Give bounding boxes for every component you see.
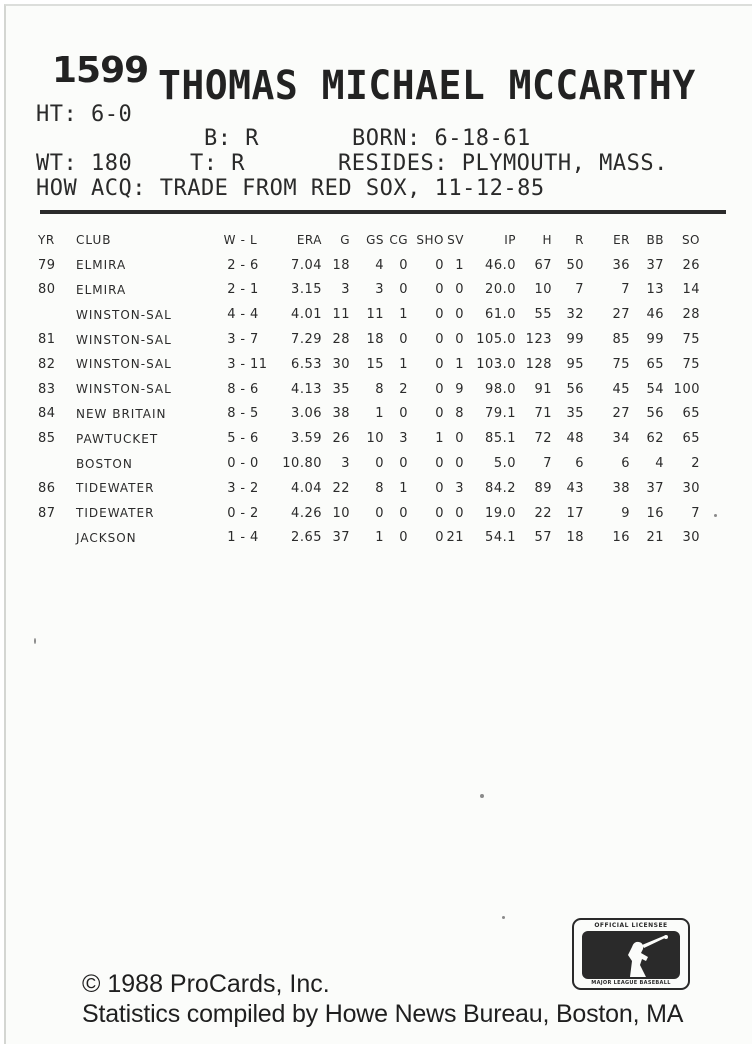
stats-cell: 5 [250,406,259,422]
stats-cell: 45 [612,381,630,397]
stats-cell: 34 [612,431,630,447]
stats-cell: 61.0 [485,307,516,323]
table-row [36,501,700,526]
stats-cell: 0 [435,480,444,496]
player-bats: B: R [204,126,259,151]
stats-cell: 6 [250,381,259,397]
stats-cell: 128 [525,356,552,372]
stats-header-cell: L [250,233,258,248]
stats-cell: - [240,431,246,447]
copyright-text: © 1988 ProCards, Inc. [82,970,330,998]
stats-cell: 56 [566,381,584,397]
stats-cell: 6 [250,257,259,273]
stats-cell: 87 [38,505,56,521]
stats-cell: 10.80 [282,456,322,472]
stats-cell: - [240,332,246,348]
logo-top-text: OFFICIAL LICENSEE [594,922,668,929]
stats-cell: WINSTON-SAL [76,307,172,322]
player-weight: WT: 180 [36,151,133,176]
stats-cell: 80 [38,282,56,298]
stats-cell: JACKSON [76,530,137,545]
stats-cell: 13 [646,282,664,298]
table-row [36,253,700,278]
stats-cell: 18 [332,257,350,273]
stats-cell: 0 [399,456,408,472]
stats-cell: 14 [682,282,700,298]
stats-cell: 16 [646,505,664,521]
stats-cell: WINSTON-SAL [76,332,172,347]
stats-cell: 15 [366,356,384,372]
stats-cell: 30 [332,356,350,372]
stats-cell: 4 [227,307,236,323]
stats-cell: 2 [227,257,236,273]
stats-cell: 85 [38,431,56,447]
stats-header-cell: ERA [296,233,322,248]
stats-cell: 7 [575,282,584,298]
stats-cell: ELMIRA [76,258,127,273]
stats-cell: 3 [399,431,408,447]
table-row [36,352,700,377]
table-row [36,377,700,402]
stats-cell: 6.53 [291,356,322,372]
stats-cell: 65 [646,356,664,372]
stats-cell: 5 [227,431,236,447]
stats-cell: 75 [682,332,700,348]
stats-cell: 2 [227,282,236,298]
stats-cell: 30 [682,530,700,546]
stats-header-row [36,228,700,253]
stats-cell: 4 [250,307,259,323]
stats-cell: 21 [646,530,664,546]
stats-cell: 7 [250,332,259,348]
stats-cell: 3 [341,456,350,472]
stats-header-cell: SHO [416,233,444,248]
stats-cell: 0 [250,456,259,472]
stats-cell: 0 [399,406,408,422]
stats-cell: 3.59 [291,431,322,447]
stats-cell: 8 [227,406,236,422]
stats-cell: 83 [38,381,56,397]
stats-cell: 4 [655,456,664,472]
stats-cell: 1 [455,257,464,273]
stats-header-cell: SO [681,233,700,248]
how-acquired: HOW ACQ: TRADE FROM RED SOX, 11-12-85 [36,176,545,201]
stats-cell: 0 [399,505,408,521]
table-row [36,426,700,451]
stats-cell: 0 [399,282,408,298]
stats-cell: 38 [332,406,350,422]
stats-cell: 0 [435,356,444,372]
print-speck [34,638,36,644]
stats-cell: 9 [455,381,464,397]
stats-cell: BOSTON [76,456,133,471]
stats-cell [36,526,76,551]
stats-cell: 4.26 [291,505,322,521]
stats-cell: 7.29 [291,332,322,348]
stats-cell: 4 [375,257,384,273]
stats-cell: 9 [621,505,630,521]
stats-cell: TIDEWATER [76,481,155,496]
stats-table [36,228,700,550]
stats-cell: - [240,456,246,472]
stats-cell: 28 [332,332,350,348]
stats-cell: - [240,257,246,273]
stats-cell: WINSTON-SAL [76,357,172,372]
stats-header-cell: SV [447,233,464,248]
stats-cell: 85 [612,332,630,348]
stats-cell: 0 [455,505,464,521]
stats-credit-text: Statistics compiled by Howe News Bureau, Boston, MA [82,1000,684,1028]
stats-cell: 1 [375,530,384,546]
stats-cell: 98.0 [485,381,516,397]
stats-cell: 0 [227,505,236,521]
stats-cell: WINSTON-SAL [76,382,172,397]
stats-cell: 37 [332,530,350,546]
stats-cell: ELMIRA [76,282,127,297]
stats-cell: 2 [691,456,700,472]
mlb-batter-icon [582,931,680,979]
stats-cell: 91 [534,381,552,397]
stats-header-cell: H [542,233,552,248]
stats-cell: 0 [435,332,444,348]
stats-cell: 72 [534,431,552,447]
stats-cell: 19.0 [485,505,516,521]
stats-cell: 27 [612,307,630,323]
stats-cell: 82 [38,356,56,372]
stats-cell: 3 [227,332,236,348]
stats-cell: 54 [646,381,664,397]
stats-cell: 0 [227,456,236,472]
stats-cell: 6 [250,431,259,447]
stats-cell: 3 [341,282,350,298]
stats-cell: 1 [399,356,408,372]
stats-cell: 10 [332,505,350,521]
stats-cell: 84 [38,406,56,422]
player-born: BORN: 6-18-61 [352,126,531,151]
stats-cell: 4.04 [291,480,322,496]
stats-cell: 16 [612,530,630,546]
table-row [36,402,700,427]
stats-body [36,253,700,551]
table-row [36,526,700,551]
header-divider [40,210,726,214]
stats-cell: 46.0 [485,257,516,273]
print-speck [714,514,717,517]
stats-header-cell: GS [366,233,384,248]
stats-header-cell: CG [389,233,408,248]
player-name: THOMAS MICHAEL MCCARTHY [158,62,696,109]
stats-cell: 0 [455,456,464,472]
stats-cell: 56 [646,406,664,422]
stats-cell: - [240,480,246,496]
stats-cell: 65 [682,431,700,447]
stats-cell: 123 [525,332,552,348]
stats-cell: 26 [682,257,700,273]
stats-cell: 7.04 [291,257,322,273]
stats-cell: 105.0 [476,332,516,348]
stats-cell: TIDEWATER [76,506,155,521]
stats-cell: 0 [455,307,464,323]
stats-cell: 1 [375,406,384,422]
stats-cell: - [240,505,246,521]
stats-cell: 85.1 [485,431,516,447]
stats-cell [36,302,76,327]
stats-cell: 8 [375,480,384,496]
stats-cell: 0 [435,406,444,422]
table-row [36,451,700,476]
stats-cell: 0 [399,257,408,273]
stats-cell: 4.01 [291,307,322,323]
print-speck [502,916,505,919]
stats-cell: 3 [455,480,464,496]
stats-cell: 18 [366,332,384,348]
stats-cell: 11 [366,307,384,323]
stats-cell: PAWTUCKET [76,431,159,446]
stats-cell: 37 [646,480,664,496]
stats-cell: 0 [435,505,444,521]
stats-cell: - [240,406,246,422]
stats-cell: 79.1 [485,406,516,422]
stats-cell: 48 [566,431,584,447]
stats-cell: 7 [543,456,552,472]
stats-cell: 0 [375,505,384,521]
stats-cell: 2.65 [291,530,322,546]
stats-header-cell: G [340,233,350,248]
stats-header-cell: R [575,233,584,248]
stats-cell: 57 [534,530,552,546]
player-height: HT: 6-0 [36,102,133,127]
stats-cell: - [240,282,246,298]
stats-cell: - [240,307,246,323]
stats-cell: 1 [455,356,464,372]
stats-cell: 10 [366,431,384,447]
player-residence: RESIDES: PLYMOUTH, MASS. [338,151,668,176]
card-back [4,4,752,1044]
stats-cell: 79 [38,257,56,273]
stats-cell: 37 [646,257,664,273]
stats-cell: 89 [534,480,552,496]
stats-cell: 62 [646,431,664,447]
stats-cell: 54.1 [485,530,516,546]
stats-cell: 4.13 [291,381,322,397]
print-speck [480,794,484,798]
stats-cell: 0 [435,257,444,273]
stats-cell: 8 [375,381,384,397]
stats-cell: 36 [612,257,630,273]
table-row [36,302,700,327]
stats-header-cell: - [240,233,246,248]
stats-cell: 2 [399,381,408,397]
stats-cell: 0 [435,381,444,397]
stats-cell: NEW BRITAIN [76,406,167,421]
table-row [36,476,700,501]
stats-cell: 75 [682,356,700,372]
stats-cell: 43 [566,480,584,496]
stats-cell: 103.0 [476,356,516,372]
stats-cell: 11 [332,307,350,323]
stats-cell: 38 [612,480,630,496]
stats-cell: 0 [455,282,464,298]
stats-cell: 0 [435,307,444,323]
stats-cell [36,451,76,476]
stats-cell: - [240,530,246,546]
player-throws: T: R [190,151,245,176]
stats-cell: 75 [612,356,630,372]
stats-cell: 22 [332,480,350,496]
table-row [36,278,700,303]
stats-cell: 0 [399,332,408,348]
stats-cell: 2 [250,505,259,521]
card-number: 1599 [52,50,149,91]
stats-cell: 3.06 [291,406,322,422]
stats-cell: 3 [227,356,236,372]
stats-header-cell: ER [613,233,630,248]
stats-header-cell: IP [504,233,516,248]
stats-cell: 5.0 [493,456,516,472]
stats-cell: 6 [621,456,630,472]
stats-cell: 0 [435,456,444,472]
stats-cell: 46 [646,307,664,323]
stats-cell: 22 [534,505,552,521]
stats-cell: 50 [566,257,584,273]
stats-cell: 18 [566,530,584,546]
stats-cell: 67 [534,257,552,273]
stats-header-cell: CLUB [76,233,112,248]
stats-cell: 0 [455,332,464,348]
stats-cell: - [240,356,246,372]
stats-cell: 65 [682,406,700,422]
stats-cell: 30 [682,480,700,496]
stats-cell: 7 [621,282,630,298]
logo-bottom-text: MAJOR LEAGUE BASEBALL [591,980,671,986]
stats-cell: 10 [534,282,552,298]
stats-cell: 99 [646,332,664,348]
stats-cell: 4 [250,530,259,546]
stats-cell: 71 [534,406,552,422]
stats-cell: 55 [534,307,552,323]
stats-cell: 17 [566,505,584,521]
stats-cell: 99 [566,332,584,348]
stats-cell: 27 [612,406,630,422]
stats-cell: 35 [332,381,350,397]
mlb-licensee-logo [572,918,690,990]
stats-cell: 1 [399,307,408,323]
stats-header-cell: BB [646,233,664,248]
stats-cell: 0 [375,456,384,472]
stats-cell: 20.0 [485,282,516,298]
stats-cell: 3 [375,282,384,298]
stats-cell: 81 [38,332,56,348]
stats-cell: 6 [575,456,584,472]
stats-cell: 26 [332,431,350,447]
stats-cell: 0 [455,431,464,447]
stats-header-cell: YR [38,233,55,248]
stats-cell: 84.2 [485,480,516,496]
stats-cell: 3.15 [291,282,322,298]
table-row [36,327,700,352]
stats-cell: 35 [566,406,584,422]
stats-cell: 95 [566,356,584,372]
stats-cell: - [240,381,246,397]
stats-cell: 100 [673,381,700,397]
stats-cell: 1 [250,282,259,298]
stats-cell: 28 [682,307,700,323]
stats-cell: 0 [399,530,408,546]
stats-cell: 7 [691,505,700,521]
stats-cell: 8 [455,406,464,422]
stats-cell: 21 [446,530,464,546]
stats-cell: 11 [250,356,268,372]
stats-cell: 1 [227,530,236,546]
stats-cell: 86 [38,480,56,496]
stats-header-cell: W [223,233,236,248]
stats-cell: 8 [227,381,236,397]
stats-cell: 0 [435,530,444,546]
stats-cell: 1 [399,480,408,496]
stats-cell: 1 [435,431,444,447]
stats-cell: 3 [227,480,236,496]
stats-cell: 32 [566,307,584,323]
stats-cell: 2 [250,480,259,496]
stats-cell: 0 [435,282,444,298]
